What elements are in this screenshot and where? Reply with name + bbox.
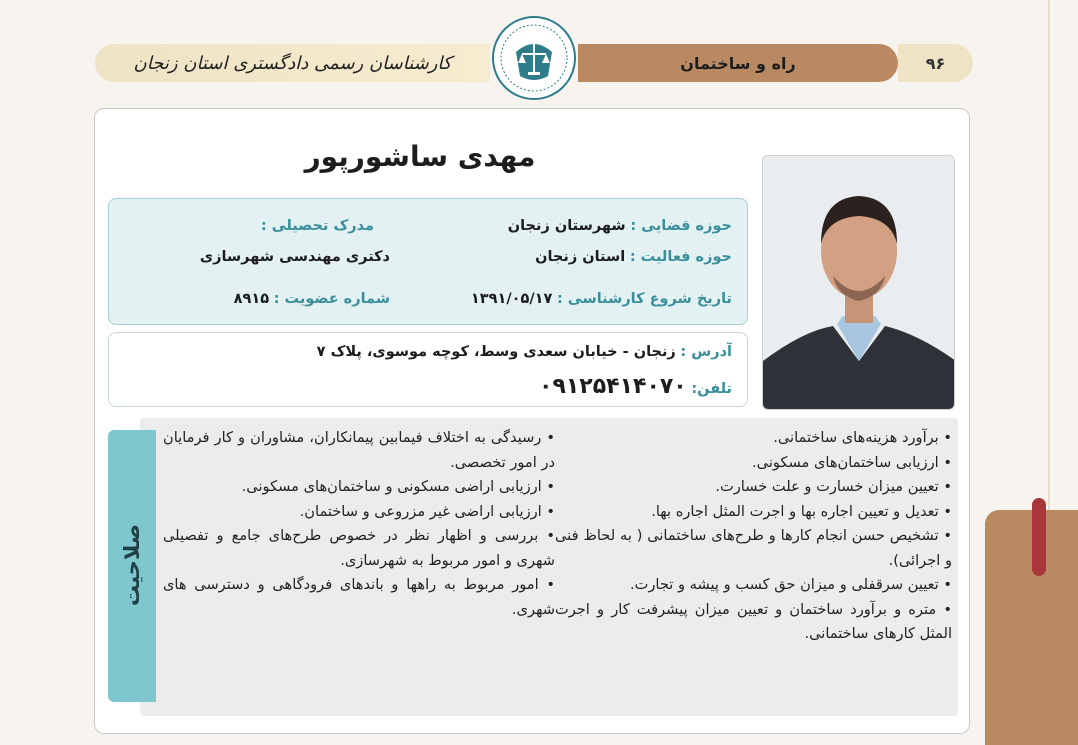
header-left-title: کارشناسان رسمی دادگستری استان زنجان	[133, 52, 452, 74]
membership-label: شماره عضویت :	[273, 291, 390, 307]
degree-label: مدرک تحصیلی :	[260, 218, 374, 234]
page-number: ۹۶	[925, 53, 946, 73]
judicial-area-label: حوزه قضایی :	[630, 218, 732, 234]
skills-tab-label: صلاحیت	[120, 523, 144, 607]
skill-item: • متره و برآورد ساختمان و تعیین میزان پیشرفت کار و اجرت المثل کارهای ساختمانی.	[555, 598, 952, 647]
degree-value: دکتری مهندسی شهرسازی	[199, 249, 390, 265]
skill-item: • ارزیابی ساختمان‌های مسکونی.	[555, 451, 952, 476]
address-row	[317, 344, 732, 360]
phone-value: ۰۹۱۲۵۴۱۴۰۷۰	[539, 374, 687, 399]
page-header	[0, 0, 1078, 110]
activity-area-row	[535, 249, 732, 265]
phone-label: تلفن:	[691, 381, 732, 397]
judiciary-emblem-icon	[490, 14, 578, 102]
expert-name: مهدی ساشورپور	[304, 140, 536, 173]
start-date-row	[471, 291, 732, 307]
degree-label-row	[261, 218, 374, 234]
skills-tab-label-wrap	[107, 520, 157, 610]
judicial-area-row	[508, 218, 732, 234]
profile-photo	[762, 155, 955, 410]
skill-item: • تشخیص حسن انجام کارها و طرح‌های ساختمانی ( به لحاظ فنی و اجرائی).	[555, 524, 952, 573]
header-section-banner	[578, 44, 898, 82]
judicial-area-value: شهرستان زنجان	[507, 218, 626, 234]
header-left-banner	[95, 44, 490, 82]
skill-item: • بررسی و اظهار نظر در خصوص طرح‌های جامع و تفصیلی شهری و امور مربوط به شهرسازی.	[163, 524, 555, 573]
page-number-badge	[898, 44, 973, 82]
skill-item: • برآورد هزینه‌های ساختمانی.	[555, 426, 952, 451]
membership-value: ۸۹۱۵	[233, 291, 270, 307]
skill-item: • ارزیابی اراضی غیر مزروعی و ساختمان.	[163, 500, 555, 525]
decorative-bookmark	[1032, 498, 1046, 576]
start-date-value: ۱۳۹۱/۰۵/۱۷	[470, 291, 553, 307]
degree-value-row	[200, 249, 390, 265]
activity-area-value: استان زنجان	[535, 249, 626, 265]
activity-area-label: حوزه فعالیت :	[629, 249, 732, 265]
phone-row	[539, 374, 732, 399]
address-value: زنجان - خیابان سعدی وسط، کوچه موسوی، پلاک ۷	[316, 344, 676, 360]
skill-item: • ارزیابی اراضی مسکونی و ساختمان‌های مسکونی.	[163, 475, 555, 500]
skill-item: • تعیین سرقفلی و میزان حق کسب و پیشه و تجارت.	[555, 573, 952, 598]
skill-item: • رسیدگی به اختلاف فیمابین پیمانکاران، مشاوران و کار فرمایان در امور تخصصی.	[163, 426, 555, 475]
skill-item: • تعیین میزان خسارت و علت خسارت.	[555, 475, 952, 500]
start-date-label: تاریخ شروع کارشناسی :	[556, 291, 732, 307]
skill-item: • تعدیل و تعیین اجاره بها و اجرت المثل اجاره بها.	[555, 500, 952, 525]
skill-item: • امور مربوط به راهها و باندهای فرودگاهی و دسترسی های شهری.	[163, 573, 555, 622]
address-label: آدرس :	[680, 344, 732, 360]
skills-left-column	[163, 426, 555, 622]
membership-row	[234, 291, 390, 307]
skills-right-column	[555, 426, 952, 647]
header-section-title: راه و ساختمان	[680, 53, 796, 73]
